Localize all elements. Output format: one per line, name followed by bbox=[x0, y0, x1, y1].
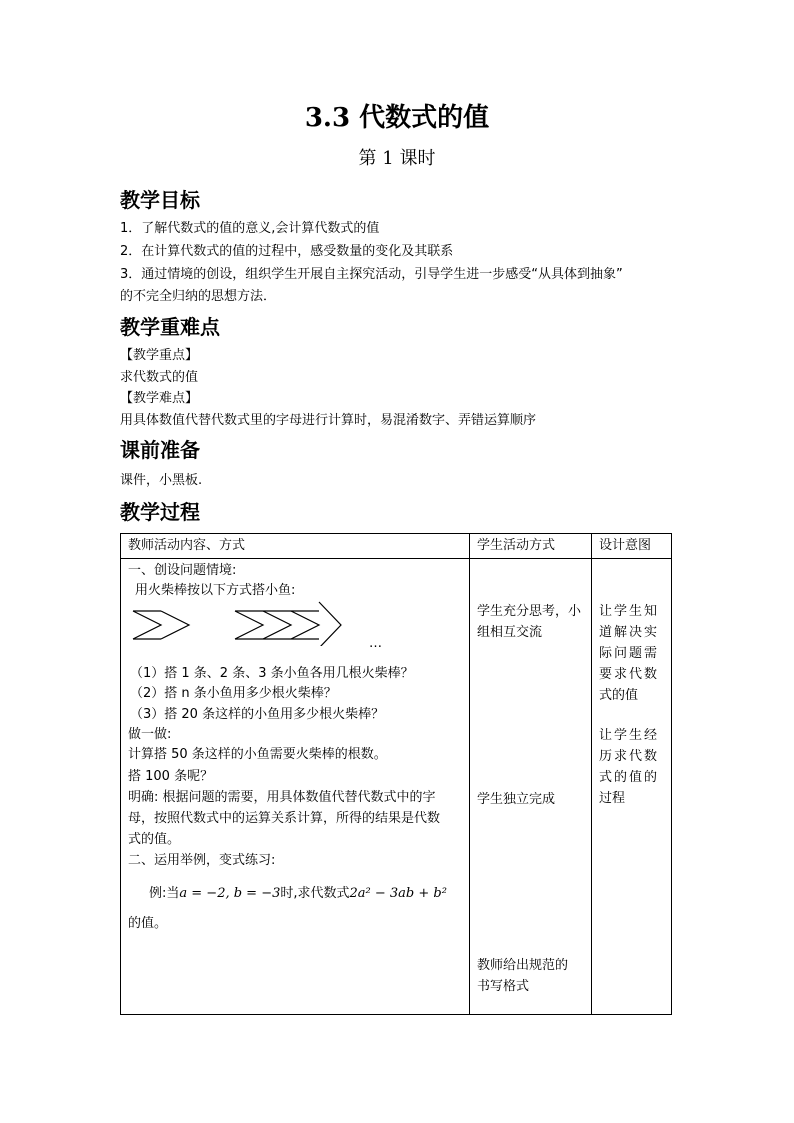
fish-3 bbox=[319, 602, 341, 646]
fish-1 bbox=[161, 611, 189, 639]
table-divider bbox=[591, 534, 592, 1014]
teacher-line: 母，按照代数式中的运算关系计算，所得的结果是代数 bbox=[128, 811, 441, 826]
fish-1 bbox=[133, 611, 161, 639]
teacher-line: 用火柴棒按以下方式搭小鱼: bbox=[135, 583, 296, 598]
fish-3 bbox=[263, 611, 291, 639]
difficult-label: 【教学难点】 bbox=[120, 391, 199, 406]
design-intent: 让学生知 bbox=[599, 604, 660, 619]
student-activity: 学生充分思考，小 bbox=[477, 604, 582, 619]
difficult-text: 用具体数值代替代数式里的字母进行计算时，易混淆数字、弄错运算顺序 bbox=[120, 413, 537, 428]
example-prefix: 例:当 bbox=[149, 886, 180, 901]
teacher-line: 式的值。 bbox=[128, 832, 181, 847]
heading-goals: 教学目标 bbox=[120, 188, 200, 212]
key-label: 【教学重点】 bbox=[120, 348, 199, 363]
prep-text: 课件，小黑板. bbox=[120, 473, 203, 488]
goal-item-2: 2．在计算代数式的值的过程中，感受数量的变化及其联系 bbox=[120, 244, 454, 259]
student-activity: 书写格式 bbox=[477, 979, 530, 994]
figure-ellipsis: … bbox=[369, 636, 382, 651]
goal-item-3: 3．通过情境的创设，组织学生开展自主探究活动，引导学生进一步感受“从具体到抽象” bbox=[120, 267, 623, 282]
key-text: 求代数式的值 bbox=[120, 370, 199, 385]
design-intent: 让学生经 bbox=[599, 728, 660, 743]
goal-item-3-cont: 的不完全归纳的思想方法． bbox=[120, 289, 277, 304]
page-title: 3.3 代数式的值 bbox=[304, 103, 490, 133]
design-intent: 际问题需 bbox=[599, 646, 660, 661]
design-intent: 过程 bbox=[599, 791, 626, 806]
design-intent: 历求代数 bbox=[599, 749, 660, 764]
table-header-teacher: 教师活动内容、方式 bbox=[128, 538, 246, 553]
teacher-question: （3）搭 20 条这样的小鱼用多少根火柴棒？ bbox=[130, 707, 385, 722]
teacher-question: （2）搭 n 条小鱼用多少根火柴棒？ bbox=[130, 686, 337, 701]
fish-3 bbox=[235, 611, 263, 639]
student-activity: 组相互交流 bbox=[477, 625, 543, 640]
teacher-line: 二、运用举例，变式练习: bbox=[128, 853, 276, 868]
design-intent: 要求代数 bbox=[599, 667, 660, 682]
table-divider bbox=[469, 534, 470, 1014]
teacher-line: 计算搭 50 条这样的小鱼需要火柴棒的根数。 bbox=[128, 747, 387, 762]
matchstick-fish-figure bbox=[131, 600, 391, 646]
fish-3 bbox=[291, 611, 319, 639]
table-header-student: 学生活动方式 bbox=[477, 538, 556, 553]
example-tail: 的值。 bbox=[128, 916, 168, 931]
example-expression: 2a² − 3ab + b² bbox=[349, 886, 447, 901]
goal-item-1: 1．了解代数式的值的意义,会计算代数式的值 bbox=[120, 221, 380, 236]
heading-key-points: 教学重难点 bbox=[120, 315, 220, 339]
teacher-line: 做一做: bbox=[128, 727, 172, 742]
student-activity: 教师给出规范的 bbox=[477, 958, 569, 973]
student-activity: 学生独立完成 bbox=[477, 792, 556, 807]
teacher-line: 搭 100 条呢？ bbox=[128, 769, 214, 784]
heading-process: 教学过程 bbox=[120, 500, 200, 524]
design-intent: 式的值的 bbox=[599, 770, 660, 785]
teacher-line: 明确: 根据问题的需要，用具体数值代替代数式中的字 bbox=[128, 790, 436, 805]
design-intent: 式的值 bbox=[599, 688, 639, 703]
table-header-intent: 设计意图 bbox=[599, 538, 652, 553]
example-problem bbox=[149, 884, 447, 904]
table-divider bbox=[121, 558, 671, 559]
process-table bbox=[120, 533, 672, 1015]
page-subtitle: 第 1 课时 bbox=[358, 148, 436, 169]
teacher-line: 一、创设问题情境: bbox=[128, 563, 237, 578]
design-intent: 道解决实 bbox=[599, 625, 660, 640]
heading-prep: 课前准备 bbox=[120, 438, 200, 462]
example-middle: 时,求代数式 bbox=[280, 886, 350, 901]
teacher-question: （1）搭 1 条、2 条、3 条小鱼各用几根火柴棒？ bbox=[130, 666, 414, 681]
example-condition: a = −2, b = −3 bbox=[179, 886, 281, 901]
